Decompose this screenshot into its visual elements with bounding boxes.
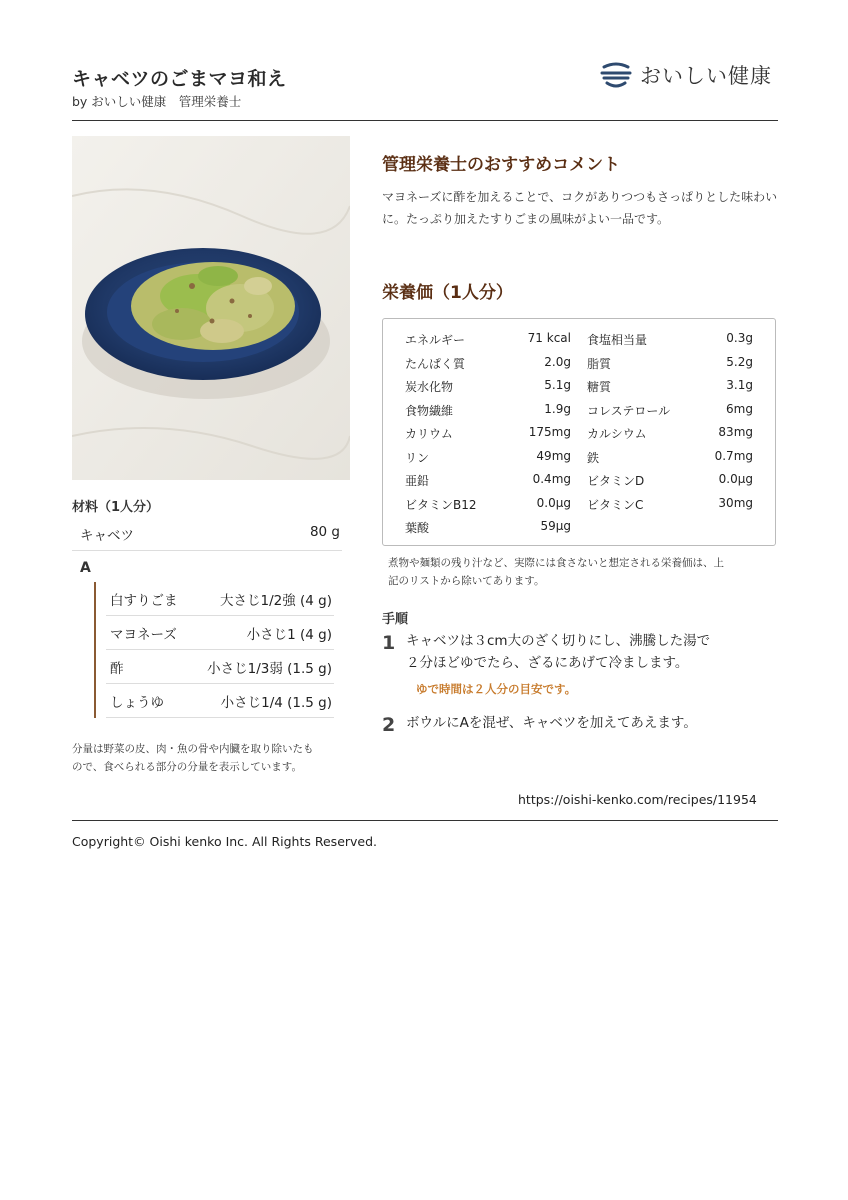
nutrient-value: 175mg [528, 425, 571, 439]
copyright-text: Copyright© Oishi kenko Inc. All Rights Reserved. [72, 834, 378, 849]
nutrient-value: 0.0μg [718, 472, 753, 486]
nutrient-value: 1.9g [544, 401, 571, 416]
nutrient-label: 糖質 [587, 380, 612, 394]
row-divider [106, 683, 334, 684]
ingredients-heading: 材料（1人分） [72, 500, 160, 515]
nutrient-label: 脂質 [587, 356, 612, 371]
ingredient-name: キャベツ [80, 528, 134, 544]
nutrient-value: 3.1g [726, 378, 753, 392]
nutrient-value: 30mg [718, 495, 753, 510]
ingredients-note-line: 分量は野菜の皮、肉・魚の骨や内臓を取り除いたも [72, 743, 314, 755]
nutrient-value: 0.0μg [536, 495, 571, 510]
nutrient-value: 71 kcal [527, 331, 571, 345]
nutrient-label: コレステロール [587, 403, 671, 418]
dish-photo [72, 136, 350, 480]
row-divider [106, 717, 334, 718]
recipe-url-link[interactable]: https://oishi-kenko.com/recipes/11954 [518, 792, 757, 807]
nutrient-value: 83mg [718, 425, 753, 439]
nutrient-label: カリウム [405, 427, 453, 441]
ingredient-group-label: A [80, 560, 91, 576]
nutrient-label: カルシウム [587, 427, 647, 441]
step-number: 2 [382, 714, 396, 736]
nutrition-note-line: 煮物や麺類の残り汁など、実際には食さないと想定される栄養価は、上 [388, 557, 724, 569]
nutrient-value: 49mg [536, 448, 571, 463]
step-line: ボウルにAを混ぜ、キャベツを加えてあえます。 [406, 715, 697, 731]
nutrient-label: 食物繊維 [405, 403, 454, 418]
nutrient-value: 0.7mg [714, 448, 753, 463]
nutrient-value: 5.1g [544, 378, 571, 392]
ingredients-note-line: ので、食べられる部分の分量を表示しています。 [72, 761, 302, 773]
nutrition-heading: 栄養価（1人分） [382, 283, 513, 303]
step-line: キャベツは３cm大のざく切りにし、沸騰した湯で [406, 633, 711, 649]
recipe-title: キャベツのごまマヨ和え [72, 68, 287, 90]
group-bar [94, 582, 96, 718]
ingredients-note [72, 740, 314, 776]
step-line: ２分ほどゆでたら、ざるにあげて冷まします。 [406, 655, 689, 671]
nutrient-value: 6mg [726, 401, 753, 416]
steps-heading: 手順 [382, 612, 409, 627]
ingredient-name: しょうゆ [110, 695, 164, 711]
ingredient-amount: 小さじ1 (4 g) [246, 627, 332, 643]
brand-logo[interactable] [600, 58, 772, 92]
logo-text: おいしい健康 [640, 64, 772, 88]
row-divider [106, 615, 334, 616]
nutrient-label: たんぱく質 [405, 356, 466, 371]
nutrition-note-line: 記のリストから除いてあります。 [388, 575, 545, 587]
nutrient-label: 炭水化物 [405, 380, 454, 394]
nutrient-label: リン [405, 450, 430, 465]
ingredient-name: 白すりごま [110, 593, 178, 609]
comment-heading: 管理栄養士のおすすめコメント [382, 155, 621, 175]
step-text [406, 630, 710, 674]
byline: by おいしい健康 管理栄養士 [72, 94, 242, 109]
nutrient-label: ビタミンC [587, 497, 644, 512]
nutrient-label: 食塩相当量 [587, 333, 648, 347]
nutrition-table [382, 318, 776, 546]
nutrient-value: 5.2g [726, 354, 753, 369]
nutrition-note [388, 554, 724, 590]
nutrient-label: ビタミンD [587, 474, 645, 488]
row-divider [106, 649, 334, 650]
header-divider [72, 120, 778, 121]
ingredient-name: 酢 [110, 661, 124, 677]
ingredient-amount: 大さじ1/2強 (4 g) [219, 593, 332, 609]
bowl-icon [600, 61, 632, 89]
step-number: 1 [382, 632, 396, 654]
nutrient-value: 0.3g [726, 331, 753, 345]
step-text [406, 712, 697, 734]
comment-text: マヨネーズに酢を加えることで、コクがありつつもさっぱりとした味わいに。たっぷり加えたすりごまの風味がよい一品です。 [382, 190, 778, 226]
footer-divider [72, 820, 778, 821]
nutrient-value: 2.0g [544, 354, 571, 369]
nutrient-label: ビタミンB12 [405, 497, 477, 512]
nutrient-label: 葉酸 [405, 521, 430, 535]
ingredient-amount: 80 g [309, 524, 340, 540]
nutrient-value: 59μg [540, 519, 571, 533]
ingredient-amount: 小さじ1/3弱 (1.5 g) [207, 661, 332, 677]
row-divider [72, 550, 342, 551]
ingredient-name: マヨネーズ [110, 627, 177, 643]
ingredient-amount: 小さじ1/4 (1.5 g) [220, 695, 332, 711]
nutrient-label: 亜鉛 [405, 474, 430, 488]
nutrient-label: エネルギー [405, 333, 466, 347]
nutrient-value: 0.4mg [532, 472, 571, 486]
step-tip: ゆで時間は２人分の目安です。 [416, 682, 577, 696]
nutrient-label: 鉄 [587, 450, 600, 465]
